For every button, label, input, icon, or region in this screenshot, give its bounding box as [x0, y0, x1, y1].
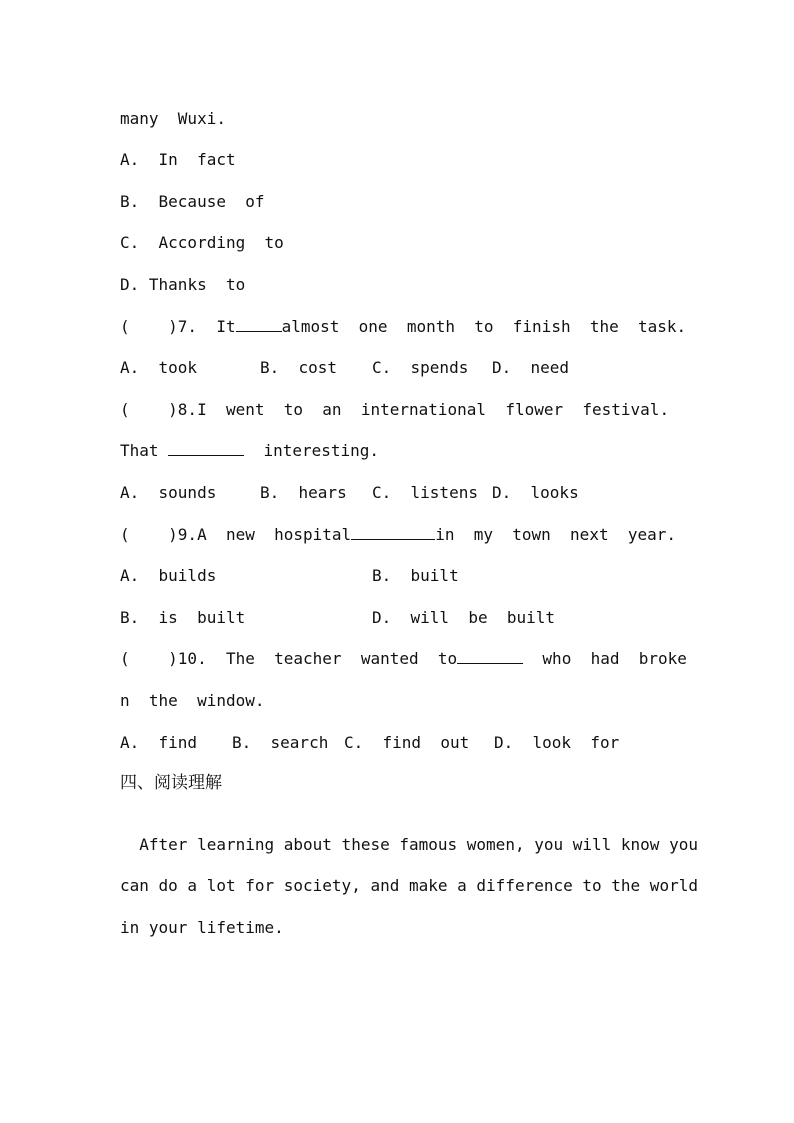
q7-option-c: C. spends: [372, 358, 469, 377]
q9-option-d: D. will be built: [372, 608, 556, 627]
q8-option-d: D. looks: [492, 483, 579, 502]
q9-option-b: B. built: [372, 566, 459, 585]
q9-options-row2: [120, 608, 680, 628]
option-letter: A.: [120, 150, 140, 169]
option-text: Thanks to: [148, 275, 246, 294]
q8-option-b: B. hears: [260, 483, 347, 502]
answer-blank: [351, 525, 435, 540]
question-8-stem: ( )8.I went to an international flower festival.: [120, 400, 670, 419]
stem-text: ( )10. The teacher wanted to: [120, 649, 458, 668]
q8-options: [120, 483, 680, 503]
question-9-stem: [120, 525, 676, 545]
q6-option-b: [120, 192, 265, 212]
question-8-stem-continued: [120, 441, 379, 461]
question-6-tail: many Wuxi.: [120, 109, 226, 128]
question-10-stem-continued: n the window.: [120, 691, 265, 710]
answer-blank: [168, 441, 244, 456]
option-letter: D.: [120, 275, 140, 294]
q6-option-a: [120, 150, 236, 170]
stem-text: It: [216, 317, 236, 336]
option-text: Because of: [158, 192, 265, 211]
q8-option-a: A. sounds: [120, 483, 217, 502]
reading-line-3: in your lifetime.: [120, 918, 284, 937]
q7-option-d: D. need: [492, 358, 570, 377]
q6-option-d: [120, 275, 245, 295]
q6-option-c: [120, 233, 284, 253]
answer-blank: [457, 649, 523, 664]
q9-option-c: B. is built: [120, 608, 246, 627]
option-letter: C.: [120, 233, 140, 252]
option-letter: B.: [120, 192, 140, 211]
option-text: In fact: [158, 150, 236, 169]
q10-option-d: D. look for: [494, 733, 620, 752]
q10-options: [120, 733, 680, 753]
q9-option-a: A. builds: [120, 566, 217, 585]
stem-text: in my town next year.: [435, 525, 677, 544]
q10-option-b: B. search: [232, 733, 329, 752]
answer-blank: [236, 317, 282, 332]
question-7-stem: [120, 317, 686, 337]
reading-line-2: can do a lot for society, and make a difference to the world: [120, 876, 698, 895]
q7-option-a: A. took: [120, 358, 198, 377]
q7-options: [120, 358, 680, 378]
q10-option-c: C. find out: [344, 733, 470, 752]
answer-paren: ( )7.: [120, 317, 198, 336]
stem-text: That: [120, 441, 159, 460]
reading-line-1: After learning about these famous women, you will know you: [120, 835, 698, 854]
q8-option-c: C. listens: [372, 483, 478, 502]
option-text: According to: [158, 233, 284, 252]
stem-text: ( )9.A new hospital: [120, 525, 352, 544]
stem-text: almost one month to finish the task.: [281, 317, 687, 336]
question-10-stem: [120, 649, 687, 669]
q10-option-a: A. find: [120, 733, 198, 752]
section-heading: 四、阅读理解: [120, 773, 222, 793]
q9-options-row1: [120, 566, 680, 586]
q7-option-b: B. cost: [260, 358, 338, 377]
stem-text: who had broke: [523, 649, 687, 668]
stem-text: interesting.: [263, 441, 380, 460]
